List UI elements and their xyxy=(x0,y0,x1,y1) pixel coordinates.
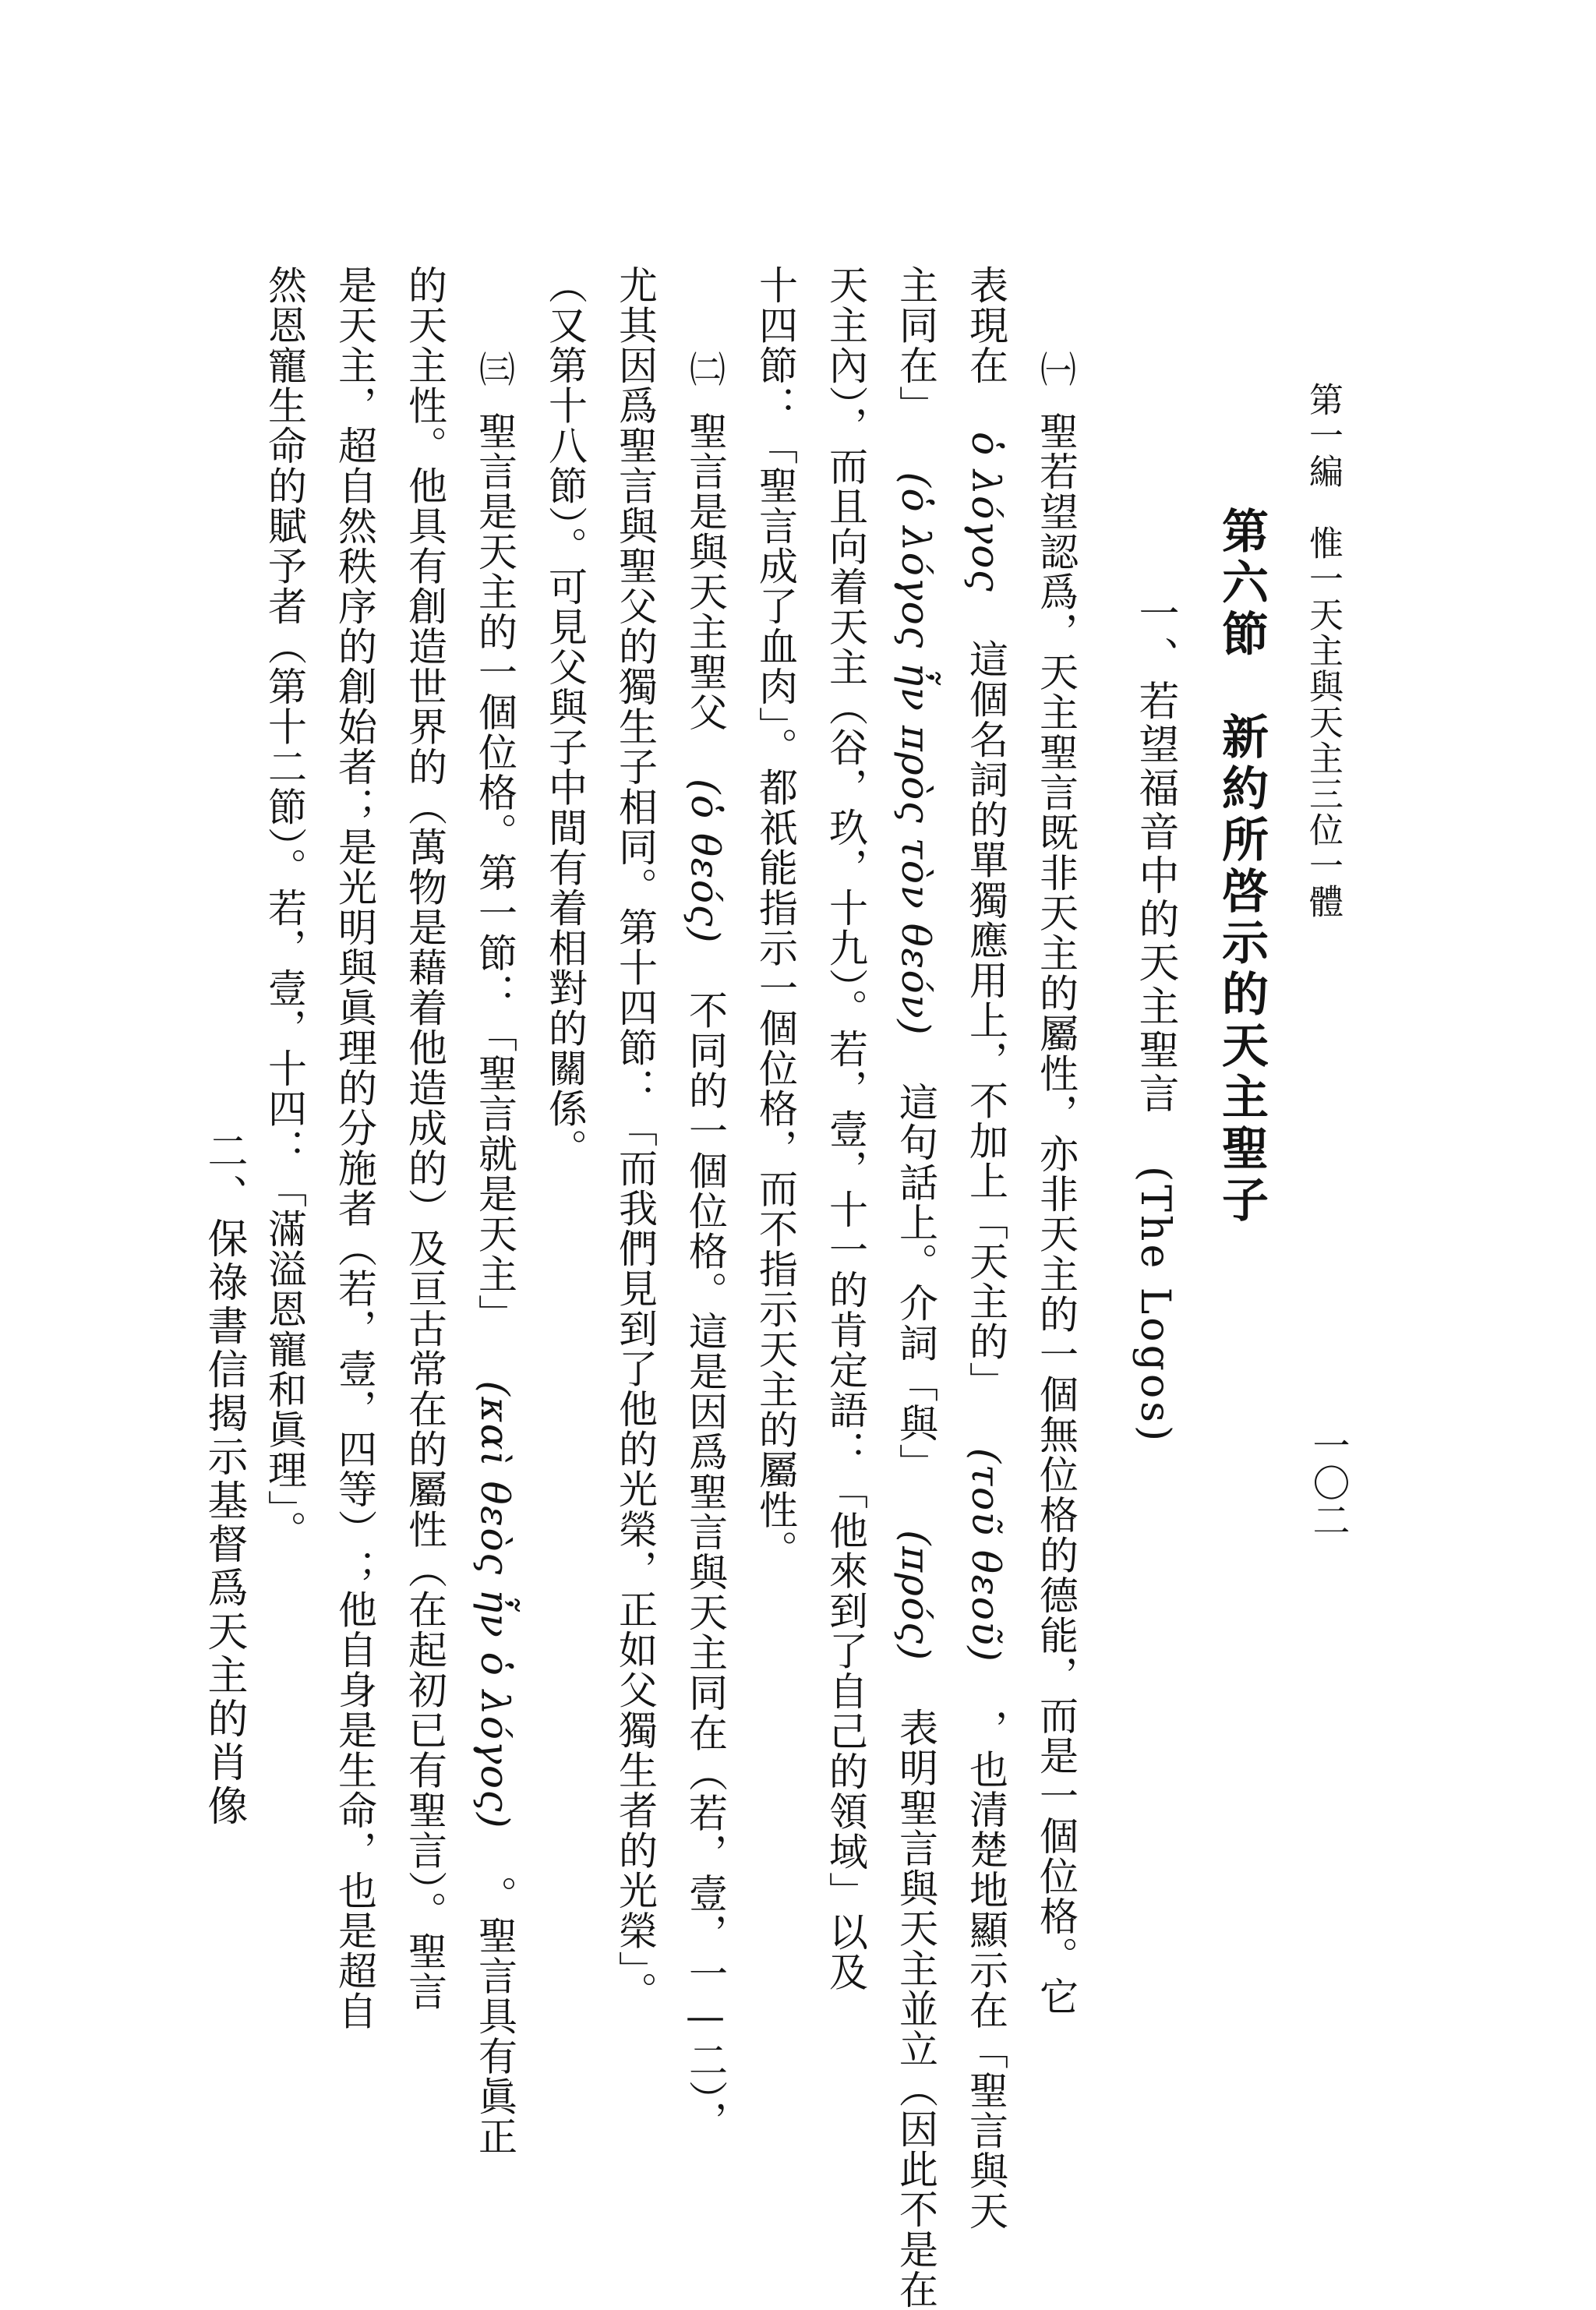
greek-term: (ὁ λόγος ἦν πρὸς τὸν θεόν) xyxy=(893,472,938,1037)
text-run: 表現在 xyxy=(963,265,1008,386)
greek-term: (ὁ θεός) xyxy=(683,779,728,945)
section-title: 第六節 新約所啓示的天主聖子 xyxy=(1214,507,1269,1227)
paragraph-3-line-1 xyxy=(472,351,517,2157)
text-run: 的天主性。他具有創造世界的（萬物是藉着他造成的）及亘古常在的屬性（在起初已有聖言）。聖言 xyxy=(402,265,447,2012)
heading-logos-text: 一、若望福音中的天主聖言 xyxy=(1132,592,1178,1116)
paragraph-1-line-5 xyxy=(753,265,798,1570)
heading-pauline-letters: 二、保祿書信揭示基督爲天主的肖像 xyxy=(200,1130,247,1828)
text-run: 尤其因爲聖言與聖父的獨生子相同。第十四節：「而我們見到了他的光榮，正如父獨生者的光榮」。 xyxy=(613,265,658,2012)
running-head: 第一編 惟一天主與天主三位一體 xyxy=(1303,382,1343,920)
text-run: 然恩寵生命的賦予者（第十二節）。若，壹，十四：「滿溢恩寵和眞理」。 xyxy=(262,265,307,1551)
greek-term: (πρός) xyxy=(893,1530,938,1662)
paragraph-1-line-3 xyxy=(893,265,938,2310)
paragraph-1-marker: ㈠ xyxy=(1035,351,1077,388)
paragraph-2-line-3 xyxy=(542,265,588,1169)
paragraph-3-line-2 xyxy=(402,265,447,2012)
heading-logos xyxy=(1126,592,1192,1444)
text-run: 這句話上。介詞「與」 xyxy=(893,1082,938,1484)
text-run: 表明聖言與天主並立（因此不是在 xyxy=(893,1708,938,2310)
paragraph-1-line-4 xyxy=(823,265,868,1992)
text-run: 十四節：「聖言成了血肉」。都祇能指示一個位格，而不指示天主的屬性。 xyxy=(753,265,798,1570)
paragraph-3-line-3 xyxy=(332,265,377,2031)
text-run: 主同在」 xyxy=(893,265,938,426)
text-run: 聖若望認爲，天主聖言既非天主的屬性，亦非天主的一個無位格的德能，而是一個位格。它 xyxy=(1033,411,1079,2017)
paragraph-2-line-1 xyxy=(683,351,728,2142)
greek-term: (τοῦ θεοῦ) xyxy=(963,1447,1008,1663)
paragraph-1-line-1 xyxy=(1033,351,1079,2017)
paragraph-3-line-4 xyxy=(262,265,307,1551)
text-run: 不同的一個位格。這是因爲聖言與天主同在（若，壹，一—二）， xyxy=(683,990,728,2142)
text-run: ，也清楚地顯示在「聖言與天 xyxy=(963,1708,1008,2231)
paragraph-1-line-2 xyxy=(963,265,1008,2231)
text-run: 這個名詞的單獨應用上，不加上「天主的」 xyxy=(963,638,1008,1402)
text-run: 天主內），而且向着天主（谷，玖，十九）。若，壹，十一的肯定語：「他來到了自己的領域」以及 xyxy=(823,265,868,1992)
paragraph-2-marker: ㈡ xyxy=(684,351,726,388)
heading-logos-english: (The Logos) xyxy=(1132,1166,1178,1445)
paragraph-2-line-2 xyxy=(613,265,658,2012)
paragraph-3-marker: ㈢ xyxy=(474,351,516,388)
text-run: （又第十八節）。可見父與子中間有着相對的關係。 xyxy=(542,265,588,1169)
greek-term: ὁ λόγος xyxy=(963,432,1008,593)
text-run: 聖言是天主的一個位格。第一節：「聖言就是天主」 xyxy=(472,411,517,1334)
greek-term: (καὶ θεὸς ἦν ὁ λόγος) xyxy=(472,1380,517,1830)
text-run: 。聖言具有眞正 xyxy=(472,1875,517,2157)
text-run: 是天主，超自然秩序的創始者；是光明與眞理的分施者（若，壹，四等）；他自身是生命，也是超自 xyxy=(332,265,377,2031)
page-number: 一〇二 xyxy=(1306,1426,1350,1538)
text-run: 聖言是與天主聖父 xyxy=(683,411,728,733)
